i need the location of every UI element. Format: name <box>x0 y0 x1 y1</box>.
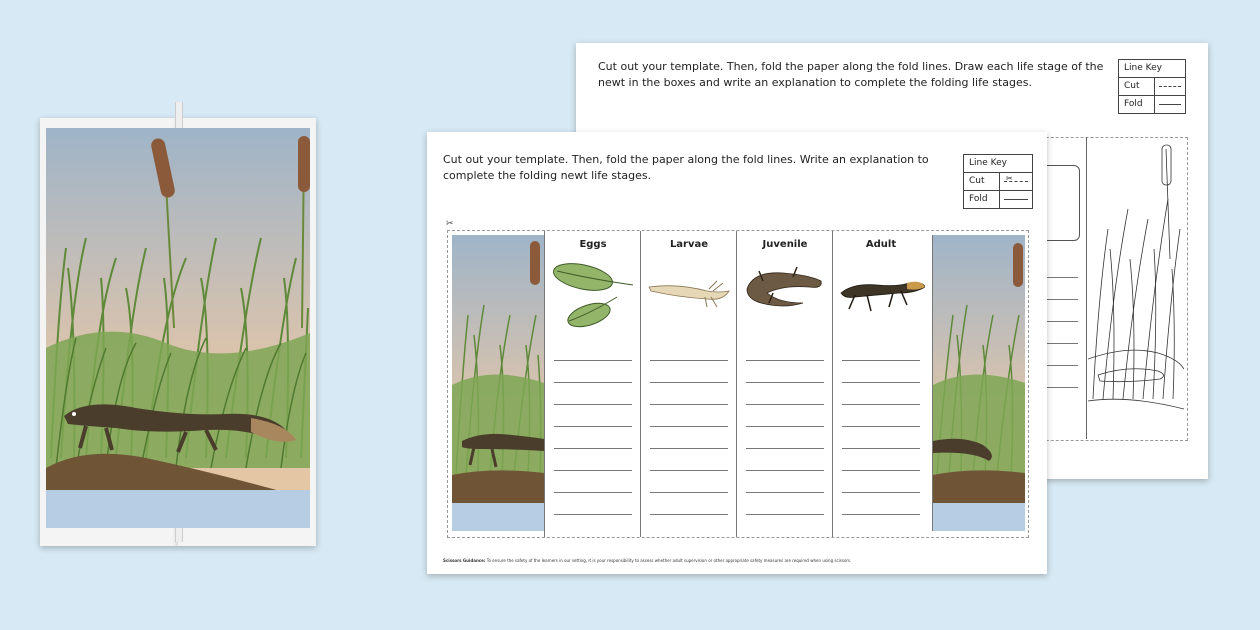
front-instruction-text: Cut out your template. Then, fold the paper along the fold lines. Write an explanation to complete the folding newt life stages. <box>443 153 929 182</box>
larvae-illustration <box>647 271 731 321</box>
adult-illustration <box>837 269 925 319</box>
booklet-scene-illustration <box>46 128 310 528</box>
stage-title: Adult <box>865 239 897 250</box>
stage-title: Eggs <box>579 239 607 250</box>
front-line-key: Line Key Cut ✂ Fold <box>963 154 1033 209</box>
folded-booklet <box>36 102 320 546</box>
right-flap-scene <box>932 235 1025 531</box>
stage-panel-juvenile <box>736 231 833 537</box>
stage-panel-adult <box>832 231 929 537</box>
juvenile-illustration <box>743 263 827 313</box>
front-worksheet <box>427 132 1047 574</box>
fold-template <box>446 219 1029 538</box>
back-outline-scene <box>1088 139 1184 437</box>
back-instruction-text: Cut out your template. Then, fold the paper along the fold lines. Draw each life stage of the newt in the boxes and write an explanation to complete the folding life stages. <box>598 60 1104 89</box>
stage-panel-larvae <box>640 231 737 537</box>
left-flap-scene <box>452 235 544 531</box>
eggs-illustration <box>551 261 635 331</box>
stage-panel-eggs <box>544 231 641 537</box>
back-line-key: Line Key Cut Fold <box>1118 59 1186 114</box>
stage-title: Larvae <box>669 239 709 250</box>
scissors-icon: ✂ <box>446 219 454 229</box>
safety-guidance: Scissors Guidance: To ensure the safety of the learners in our setting, it is your responsibility to assess whether adult supervision or other appropriate safety measures are required when using scissors. <box>443 558 852 563</box>
stage-title: Juvenile <box>762 239 808 250</box>
